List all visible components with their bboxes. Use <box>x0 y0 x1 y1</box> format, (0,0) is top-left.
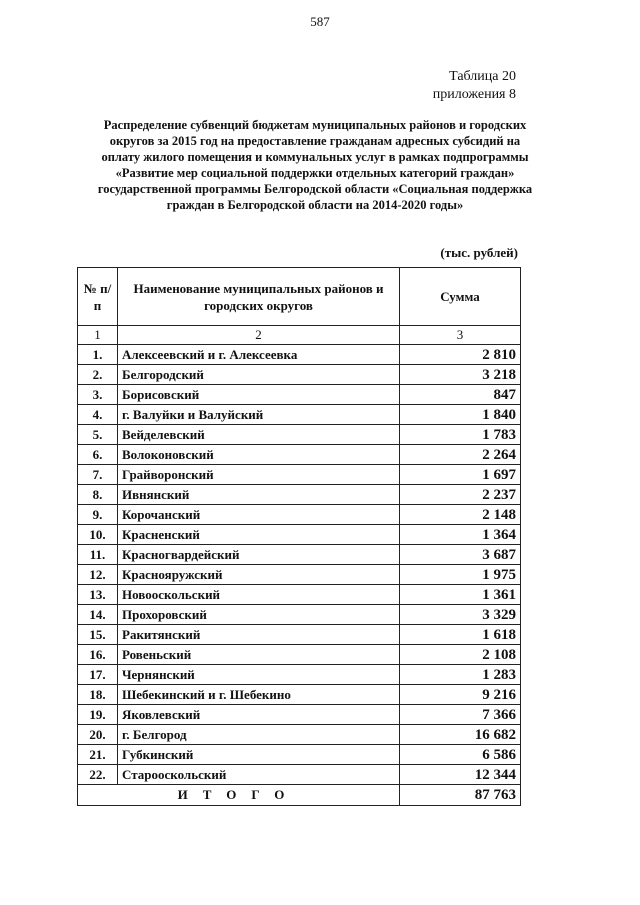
row-num: 11. <box>78 545 118 565</box>
row-sum: 9 216 <box>400 685 521 705</box>
table-row <box>78 705 521 725</box>
row-sum: 2 810 <box>400 345 521 365</box>
row-num: 16. <box>78 645 118 665</box>
row-num: 4. <box>78 405 118 425</box>
header-num: № п/п <box>78 268 118 326</box>
row-name: Краснояружский <box>118 565 400 585</box>
unit-label: (тыс. рублей) <box>440 245 518 260</box>
row-sum: 2 148 <box>400 505 521 525</box>
column-number: 2 <box>118 326 400 345</box>
row-name: Алексеевский и г. Алексеевка <box>118 345 400 365</box>
row-sum: 1 840 <box>400 405 521 425</box>
total-label: ИТОГО <box>78 785 400 806</box>
table-row <box>78 405 521 425</box>
column-number: 3 <box>400 326 521 345</box>
row-num: 14. <box>78 605 118 625</box>
row-name: Волоконовский <box>118 445 400 465</box>
row-num: 7. <box>78 465 118 485</box>
document-title: Распределение субвенций бюджетам муниципальных районов и городских округов за 2015 год на предоставление гражданам адресных субсидий на оплату жилого помещения и коммунальных услуг в рамках подпрограммы «Развитие мер социальной поддержки отдельных категорий граждан» государственной программы Белгородской области «Социальная поддержка граждан в Белгородской области на 2014-2020 годы» <box>97 118 533 212</box>
row-name: Белгородский <box>118 365 400 385</box>
table-row <box>78 545 521 565</box>
row-sum: 1 283 <box>400 665 521 685</box>
table-row <box>78 505 521 525</box>
row-name: Красненский <box>118 525 400 545</box>
row-num: 18. <box>78 685 118 705</box>
row-sum: 1 364 <box>400 525 521 545</box>
page-number: 587 <box>310 14 330 29</box>
table-row <box>78 725 521 745</box>
row-sum: 1 361 <box>400 585 521 605</box>
row-sum: 2 108 <box>400 645 521 665</box>
caption-line-1: Таблица 20 <box>449 69 516 84</box>
row-name: Шебекинский и г. Шебекино <box>118 685 400 705</box>
row-num: 15. <box>78 625 118 645</box>
table-row <box>78 605 521 625</box>
row-num: 20. <box>78 725 118 745</box>
row-name: Прохоровский <box>118 605 400 625</box>
row-sum: 3 687 <box>400 545 521 565</box>
table-row <box>78 685 521 705</box>
table-row <box>78 765 521 785</box>
header-name: Наименование муниципальных районов и городских округов <box>118 268 400 326</box>
row-sum: 12 344 <box>400 765 521 785</box>
row-name: г. Белгород <box>118 725 400 745</box>
table-row <box>78 485 521 505</box>
table-row <box>78 665 521 685</box>
table-row <box>78 345 521 365</box>
row-name: Красногвардейский <box>118 545 400 565</box>
row-num: 1. <box>78 345 118 365</box>
table-body <box>78 268 521 806</box>
row-num: 8. <box>78 485 118 505</box>
row-name: Чернянский <box>118 665 400 685</box>
row-num: 9. <box>78 505 118 525</box>
table-row <box>78 425 521 445</box>
table-row <box>78 365 521 385</box>
row-num: 13. <box>78 585 118 605</box>
row-name: Яковлевский <box>118 705 400 725</box>
table-row <box>78 465 521 485</box>
row-sum: 3 329 <box>400 605 521 625</box>
row-sum: 16 682 <box>400 725 521 745</box>
row-num: 19. <box>78 705 118 725</box>
table-row <box>78 625 521 645</box>
column-number: 1 <box>78 326 118 345</box>
row-num: 6. <box>78 445 118 465</box>
row-name: Ивнянский <box>118 485 400 505</box>
row-name: г. Валуйки и Валуйский <box>118 405 400 425</box>
table-row <box>78 745 521 765</box>
row-sum: 6 586 <box>400 745 521 765</box>
row-name: Ровеньский <box>118 645 400 665</box>
row-name: Ракитянский <box>118 625 400 645</box>
caption-line-2: приложения 8 <box>432 87 516 102</box>
table-header-row <box>78 268 521 326</box>
table-row <box>78 385 521 405</box>
header-sum: Сумма <box>400 268 521 326</box>
row-sum: 1 783 <box>400 425 521 445</box>
table-row <box>78 445 521 465</box>
row-num: 5. <box>78 425 118 445</box>
row-sum: 7 366 <box>400 705 521 725</box>
row-name: Корочанский <box>118 505 400 525</box>
total-sum: 87 763 <box>400 785 521 806</box>
row-num: 2. <box>78 365 118 385</box>
row-sum: 1 618 <box>400 625 521 645</box>
row-num: 10. <box>78 525 118 545</box>
row-sum: 2 264 <box>400 445 521 465</box>
row-num: 21. <box>78 745 118 765</box>
column-number-row <box>78 326 521 345</box>
row-name: Борисовский <box>118 385 400 405</box>
row-name: Старооскольский <box>118 765 400 785</box>
row-sum: 847 <box>400 385 521 405</box>
table-row <box>78 585 521 605</box>
table-row <box>78 645 521 665</box>
row-name: Губкинский <box>118 745 400 765</box>
row-sum: 1 975 <box>400 565 521 585</box>
row-num: 12. <box>78 565 118 585</box>
subsidy-table <box>77 267 521 806</box>
row-num: 3. <box>78 385 118 405</box>
row-sum: 2 237 <box>400 485 521 505</box>
table-row <box>78 525 521 545</box>
table-caption <box>433 68 516 104</box>
row-name: Грайворонский <box>118 465 400 485</box>
table-row <box>78 565 521 585</box>
row-name: Новооскольский <box>118 585 400 605</box>
row-num: 22. <box>78 765 118 785</box>
row-sum: 1 697 <box>400 465 521 485</box>
row-sum: 3 218 <box>400 365 521 385</box>
row-name: Вейделевский <box>118 425 400 445</box>
total-row <box>78 785 521 806</box>
row-num: 17. <box>78 665 118 685</box>
